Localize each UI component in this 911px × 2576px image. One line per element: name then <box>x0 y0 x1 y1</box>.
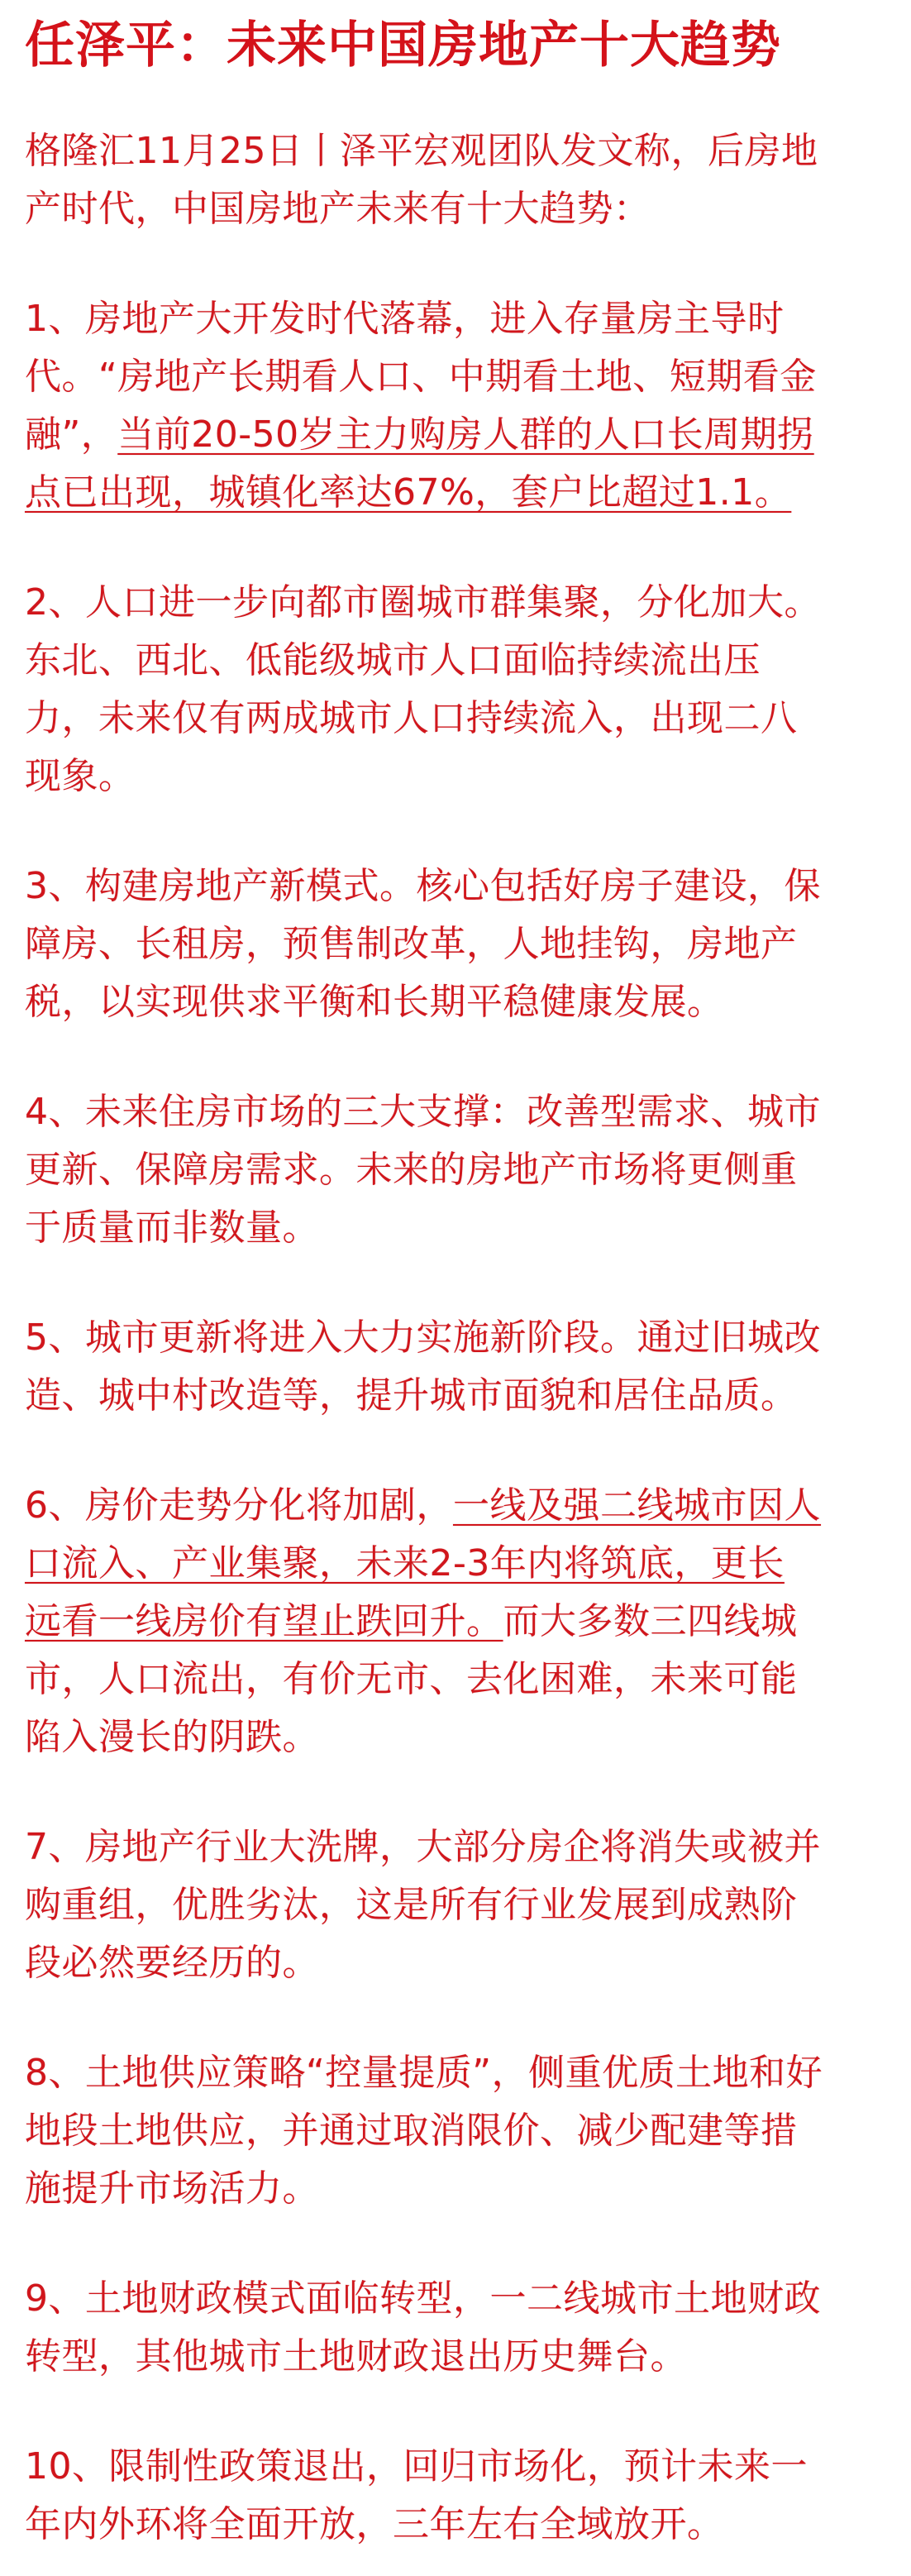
underlined-text: 口流入、产业集聚，未来2-3年内将筑底，更长 <box>25 1542 785 1584</box>
text-line <box>25 1593 911 1651</box>
text-line <box>25 348 911 406</box>
text-segment: 而大多数三四线城 <box>503 1600 798 1642</box>
text-line <box>25 1477 911 1535</box>
text-line <box>25 2496 911 2554</box>
trend-paragraph <box>25 1309 911 1425</box>
text-segment: 年内外环将全面开放，三年左右全域放开。 <box>25 2503 724 2545</box>
text-line <box>25 632 911 690</box>
text-line <box>25 2160 911 2218</box>
text-segment: 8、土地供应策略“控量提质”，侧重优质土地和好 <box>25 2052 823 2094</box>
text-segment: 转型，其他城市土地财政退出历史舞台。 <box>25 2335 687 2378</box>
text-segment: 东北、西北、低能级城市人口面临持续流出压 <box>25 639 761 681</box>
text-line <box>25 1199 911 1257</box>
text-segment: 现象。 <box>25 755 136 797</box>
text-line <box>25 748 911 805</box>
text-segment: 陷入漫长的阴跌。 <box>25 1716 319 1758</box>
text-line <box>25 1083 911 1141</box>
text-segment: 2、人口进一步向都市圈城市群集聚，分化加大。 <box>25 581 821 624</box>
text-segment: 格隆汇11月25日丨泽平宏观团队发文称，后房地 <box>25 130 818 172</box>
text-line <box>25 464 911 522</box>
text-segment: 市，人口流出，有价无市、去化困难，未来可能 <box>25 1658 798 1700</box>
text-segment: 购重组，优胜劣汰，这是所有行业发展到成熟阶 <box>25 1884 798 1926</box>
text-line <box>25 1367 911 1425</box>
text-line <box>25 1309 911 1367</box>
text-segment: 6、房价走势分化将加剧， <box>25 1484 453 1527</box>
text-segment: 于质量而非数量。 <box>25 1207 319 1249</box>
text-segment: 施提升市场活力。 <box>25 2167 319 2210</box>
text-segment: 融”， <box>25 413 118 456</box>
text-line <box>25 2270 911 2328</box>
text-line <box>25 290 911 348</box>
trend-paragraph <box>25 2044 911 2218</box>
text-segment: 力，未来仅有两成城市人口持续流入，出现二八 <box>25 697 798 739</box>
text-segment: 9、土地财政模式面临转型，一二线城市土地财政 <box>25 2277 821 2320</box>
text-line <box>25 2044 911 2102</box>
underlined-text: 一线及强二线城市因人 <box>453 1484 821 1527</box>
text-line <box>25 1535 911 1593</box>
text-segment: 代。“房地产长期看人口、中期看土地、短期看金 <box>25 356 817 398</box>
text-line <box>25 2102 911 2160</box>
text-segment: 10、限制性政策退出，回归市场化，预计未来一 <box>25 2445 808 2488</box>
text-line <box>25 2328 911 2386</box>
text-segment: 4、未来住房市场的三大支撑：改善型需求、城市 <box>25 1091 821 1133</box>
text-line <box>25 1141 911 1199</box>
trend-paragraph <box>25 290 911 522</box>
text-line <box>25 122 911 180</box>
text-line <box>25 858 911 915</box>
trend-paragraph <box>25 1477 911 1766</box>
text-line <box>25 1709 911 1766</box>
text-segment: 3、构建房地产新模式。核心包括好房子建设，保 <box>25 865 821 907</box>
text-segment: 1、房地产大开发时代落幕，进入存量房主导时 <box>25 298 785 340</box>
text-line <box>25 915 911 973</box>
text-line <box>25 1876 911 1934</box>
text-line <box>25 2438 911 2496</box>
text-segment: 5、城市更新将进入大力实施新阶段。通过旧城改 <box>25 1317 821 1359</box>
underlined-text: 远看一线房价有望止跌回升。 <box>25 1600 503 1642</box>
article-title: 任泽平：未来中国房地产十大趋势 <box>25 17 781 74</box>
intro-paragraph <box>25 122 911 238</box>
trend-paragraph <box>25 2438 911 2554</box>
text-line <box>25 1651 911 1709</box>
text-segment: 段必然要经历的。 <box>25 1942 319 1984</box>
text-line <box>25 180 911 238</box>
article-body <box>25 122 911 2554</box>
text-segment: 产时代，中国房地产未来有十大趋势： <box>25 188 651 230</box>
underlined-text: 点已出现，城镇化率达67%，套户比超过1.1。 <box>25 471 792 514</box>
text-line <box>25 1818 911 1876</box>
text-segment: 更新、保障房需求。未来的房地产市场将更侧重 <box>25 1149 798 1191</box>
underlined-text: 当前20-50岁主力购房人群的人口长周期拐 <box>117 413 814 456</box>
text-segment: 地段土地供应，并通过取消限价、减少配建等措 <box>25 2110 798 2152</box>
trend-paragraph <box>25 858 911 1031</box>
text-line <box>25 574 911 632</box>
text-segment: 造、城中村改造等，提升城市面貌和居住品质。 <box>25 1374 798 1417</box>
text-line <box>25 1934 911 1992</box>
trend-paragraph <box>25 2270 911 2386</box>
text-line <box>25 690 911 748</box>
trend-paragraph <box>25 1818 911 1992</box>
trend-paragraph <box>25 574 911 805</box>
trend-paragraph <box>25 1083 911 1257</box>
text-segment: 7、房地产行业大洗牌，大部分房企将消失或被并 <box>25 1826 821 1868</box>
text-line <box>25 406 911 464</box>
text-segment: 障房、长租房，预售制改革，人地挂钩，房地产 <box>25 923 798 965</box>
text-line <box>25 973 911 1031</box>
text-segment: 税，以实现供求平衡和长期平稳健康发展。 <box>25 981 724 1023</box>
